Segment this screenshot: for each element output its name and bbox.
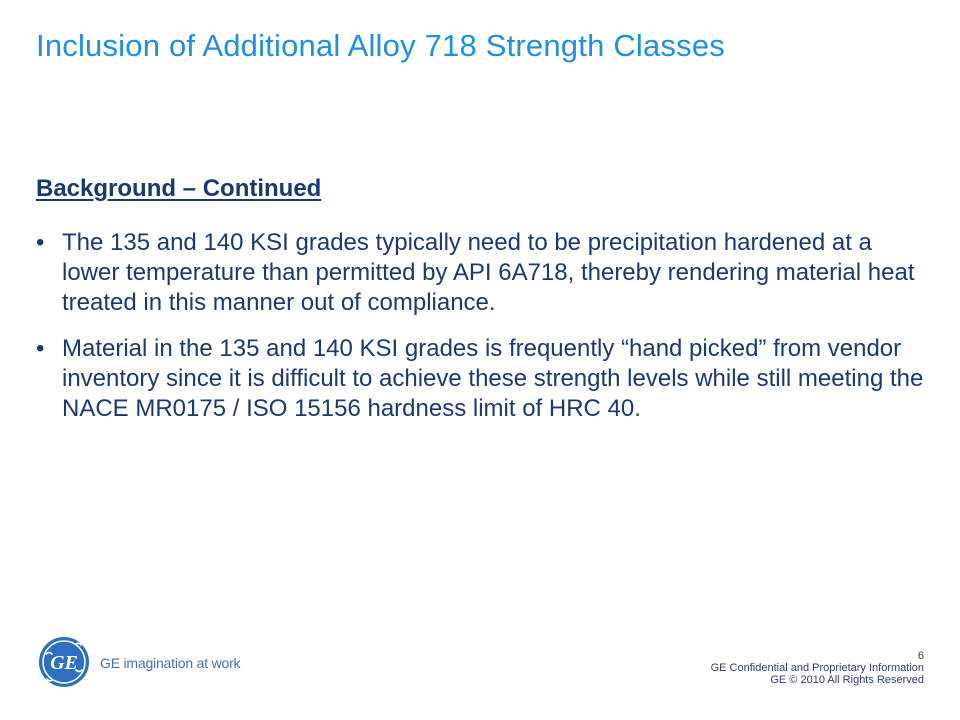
ge-logo-icon (38, 636, 90, 688)
bullet-item-2 (36, 334, 932, 424)
bullet-text-1: The 135 and 140 KSI grades typically need to be precipitation hardened at a lower temperature than permitted by API 6A718, thereby rendering material heat treated in this manner out of compliance. (62, 229, 915, 316)
bullet-dot-icon: • (36, 335, 45, 362)
footer-info (711, 650, 924, 686)
page-number: 6 (917, 650, 924, 662)
section-heading: Background – Continued (36, 175, 322, 202)
confidential-notice: GE Confidential and Proprietary Information (710, 662, 924, 674)
slide-title: Inclusion of Additional Alloy 718 Strength Classes (36, 28, 725, 63)
copyright-notice: GE © 2010 All Rights Reserved (770, 674, 924, 686)
bullet-dot-icon: • (36, 229, 45, 256)
logo-text: GE (50, 652, 78, 674)
bullet-list (36, 228, 932, 440)
bullet-text-2: Material in the 135 and 140 KSI grades is frequently “hand picked” from vendor inventory since it is difficult to achieve these strength levels while still meeting the NACE MR0175 / ISO 15156 hardness limit of HRC 40. (62, 335, 924, 422)
tagline: GE imagination at work (100, 655, 241, 671)
bullet-item-1 (36, 228, 932, 318)
